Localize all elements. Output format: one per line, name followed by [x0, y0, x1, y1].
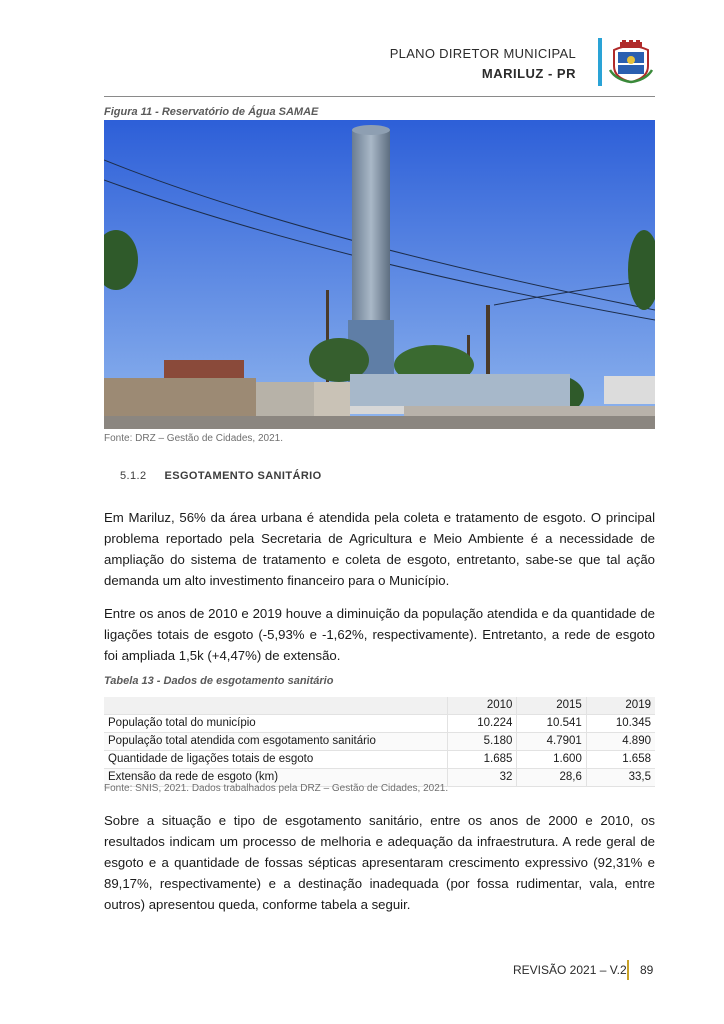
table-cell: 1.658: [586, 751, 655, 769]
table-cell: 32: [448, 769, 517, 787]
footer-accent-bar: [627, 960, 629, 980]
paragraph-situation: Sobre a situação e tipo de esgotamento sanitário, entre os anos de 2000 e 2010, os resultados indicam um processo de melhoria e adequação da infraestrutura. A rede geral de esgoto e a quantidade de fossas sépticas apresentaram crescimento expressivo (92,31% e 89,17%, respectivamente) e a destinação inadequada (por fossa rudimentar, vala, entre outros) apresentou queda, conforme tabela a seguir.: [104, 813, 655, 912]
table-caption: Tabela 13 - Dados de esgotamento sanitário: [104, 675, 334, 687]
table-cell: 10.345: [586, 715, 655, 733]
page-number: 89: [640, 963, 654, 977]
table-source: Fonte: SNIS, 2021. Dados trabalhados pela DRZ – Gestão de Cidades, 2021.: [104, 783, 449, 794]
table-cell: 4.7901: [517, 733, 586, 751]
paragraph-trend: Entre os anos de 2010 e 2019 houve a diminuição da população atendida e da quantidade de ligações totais de esgoto (-5,93% e -1,62%, respectivamente). Entretanto, a rede de esgoto foi ampliada 1,5k (+4,47%) de extensão.: [104, 606, 655, 663]
table-cell: 1.600: [517, 751, 586, 769]
table-row-label: Extensão da rede de esgoto (km): [104, 769, 448, 787]
table-cell: 28,6: [517, 769, 586, 787]
section-title: ESGOTAMENTO SANITÁRIO: [164, 470, 322, 482]
header-plan-title: PLANO DIRETOR MUNICIPAL: [389, 46, 576, 61]
table-header-cell: 2015: [517, 697, 586, 715]
table-header-cell: 2010: [448, 697, 517, 715]
figure-caption: Figura 11 - Reservatório de Água SAMAE: [104, 106, 319, 118]
table-header-row: [104, 697, 655, 715]
table-row: [104, 715, 655, 733]
table-row: [104, 733, 655, 751]
footer-revision: REVISÃO 2021 – V.2: [513, 963, 627, 977]
table-row-label: População total atendida com esgotamento sanitário: [104, 733, 448, 751]
municipal-crest-icon: [608, 40, 654, 84]
sanitation-data-table: [104, 697, 655, 787]
document-header: [390, 44, 576, 84]
table-cell: 5.180: [448, 733, 517, 751]
section-number: 5.1.2: [120, 470, 147, 482]
paragraph-coverage: Em Mariluz, 56% da área urbana é atendida pela coleta e tratamento de esgoto. O principal problema reportado pela Secretaria de Agricultura e Meio Ambiente é a necessidade de ampliação do sistema de tratamento e coleta de esgoto, entretanto, sabe-se que tal ação demanda um alto investimento financeiro para o Município.: [104, 510, 655, 588]
figure-source: Fonte: DRZ – Gestão de Cidades, 2021.: [104, 433, 283, 444]
table-header-cell: 2019: [586, 697, 655, 715]
table-cell: 1.685: [448, 751, 517, 769]
table-header-blank: [104, 697, 448, 715]
table-cell: 33,5: [586, 769, 655, 787]
table-row-label: Quantidade de ligações totais de esgoto: [104, 751, 448, 769]
table-cell: 10.541: [517, 715, 586, 733]
table-row: [104, 751, 655, 769]
header-municipality: MARILUZ - PR: [481, 66, 576, 81]
header-accent-bar: [598, 38, 602, 86]
section-heading: [120, 470, 322, 482]
header-divider: [104, 96, 655, 97]
water-tower-photo: [104, 120, 655, 429]
table-cell: 10.224: [448, 715, 517, 733]
table-cell: 4.890: [586, 733, 655, 751]
table-row-label: População total do município: [104, 715, 448, 733]
